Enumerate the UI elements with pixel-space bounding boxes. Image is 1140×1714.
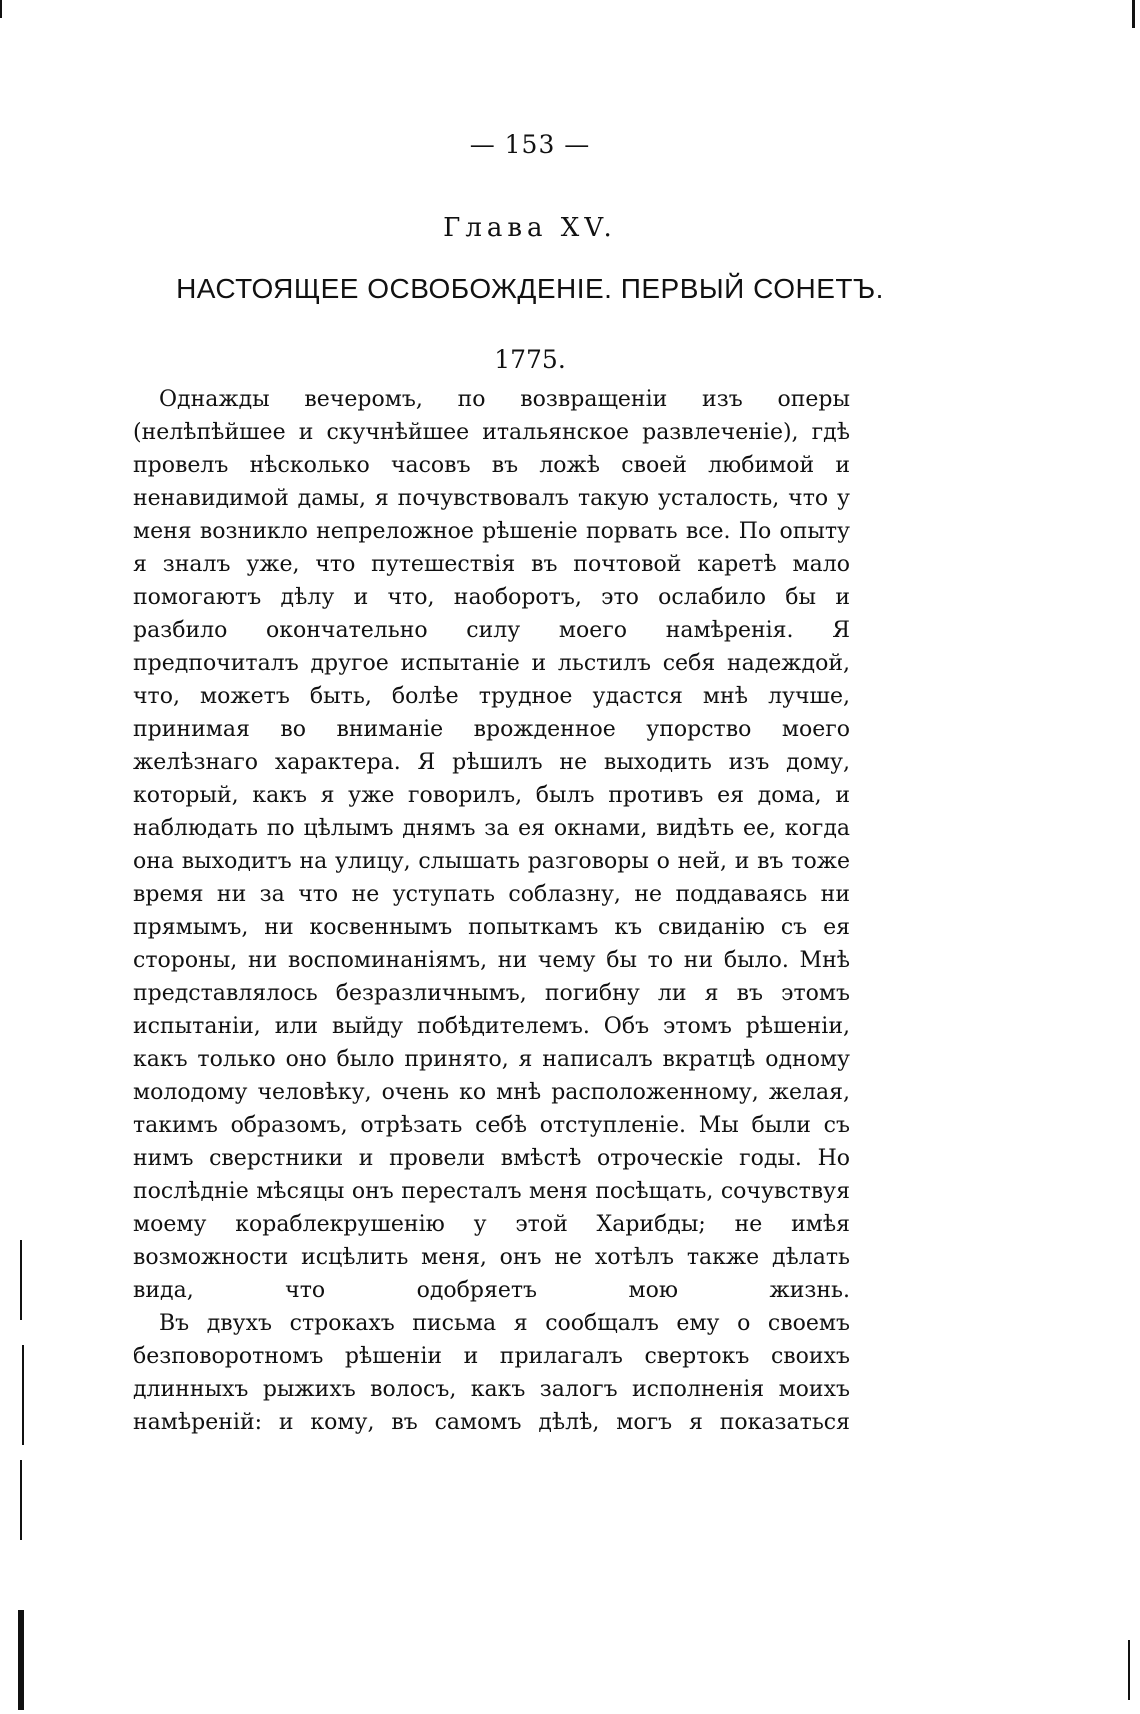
paragraph: Въ двухъ строкахъ письма я сообщалъ ему о своемъ безповоротномъ рѣшеніи и прилагалъ свертокъ своихъ длинныхъ рыжихъ волосъ, какъ залогъ исполненія моихъ намѣреній: и кому, въ самомъ дѣлѣ, могъ я показаться xyxy=(133,1311,850,1435)
scan-edge-mark xyxy=(18,1610,24,1710)
paragraph: Однажды вечеромъ, по возвращеніи изъ оперы (нелѣпѣйшее и скучнѣйшее итальянское развлеченіе), гдѣ провелъ нѣсколько часовъ въ ложѣ своей любимой и ненавидимой дамы, я почувствовалъ такую усталость, что у меня возникло непреложное рѣшеніе порвать все. По опыту я зналъ уже, что путешествія въ почтовой каретѣ мало помогаютъ дѣлу и что, наоборотъ, это ослабило бы и разбило окончательно силу моего намѣренія. Я предпочиталъ другое испытаніе и льстилъ себя надеждой, что, можетъ быть, болѣе трудное удастся мнѣ лучше, принимая во вниманіе врожденное упорство моего желѣзнаго характера. Я рѣшилъ не выходить изъ дому, который, какъ я уже говорилъ, былъ противъ ея дома, и наблюдать по цѣлымъ днямъ за ея окнами, видѣть ее, когда она выходитъ на улицу, слышать разговоры о ней, и въ тоже время ни за что не уступать соблазну, не поддаваясь ни прямымъ, ни косвеннымъ попыткамъ къ свиданію съ ея стороны, ни воспоминаніямъ, ни чему бы то ни было. Мнѣ представлялось безразличнымъ, погибну ли я въ этомъ испытаніи, или выйду побѣдителемъ. Объ этомъ рѣшеніи, какъ только оно было принято, я написалъ вкратцѣ одному молодому человѣку, очень ко мнѣ расположенному, желая, такимъ образомъ, отрѣзать себѣ отступленіе. Мы были съ нимъ сверстники и провели вмѣстѣ отроческіе годы. Но послѣдніе мѣсяцы онъ пересталъ меня посѣщать, сочувствуя моему кораблекрушенію у этой Харибды; не имѣя возможности исцѣлить меня, онъ не хотѣлъ также дѣлать вида, что одобряетъ мою жизнь. xyxy=(133,387,850,1303)
scan-edge-mark xyxy=(20,1240,22,1320)
chapter-label: Глава XV. xyxy=(443,213,617,243)
scan-edge-mark xyxy=(22,1345,24,1445)
chapter-title: НАСТОЯЩЕЕ ОСВОБОЖДЕНІЕ. ПЕРВЫЙ СОНЕТЪ. xyxy=(176,273,884,304)
chapter-year: 1775. xyxy=(494,345,566,374)
scan-edge-mark xyxy=(1128,1640,1130,1700)
scan-edge-mark xyxy=(0,0,2,18)
scan-edge-mark xyxy=(1132,0,1135,28)
scan-edge-mark xyxy=(20,1460,22,1540)
page-number: — 153 — xyxy=(469,130,591,159)
body-text xyxy=(133,383,850,1439)
